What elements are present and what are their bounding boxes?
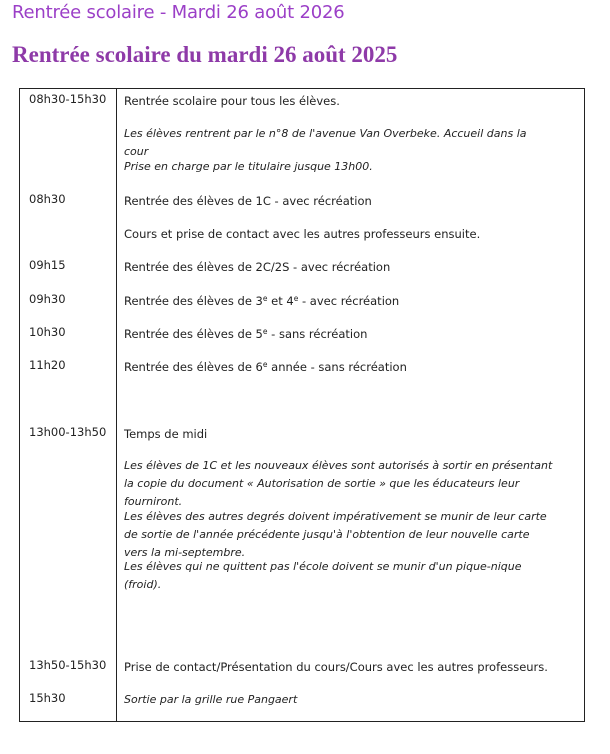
time-cell: 09h15 bbox=[29, 258, 66, 272]
time-cell: 08h30 bbox=[29, 192, 66, 206]
description-cell: Cours et prise de contact avec les autres professeurs ensuite. bbox=[124, 227, 481, 241]
time-cell: 15h30 bbox=[29, 691, 66, 705]
description-cell bbox=[124, 325, 554, 343]
description-cell bbox=[124, 292, 554, 310]
ordinal-suffix: e bbox=[293, 294, 299, 303]
schedule-table bbox=[19, 88, 585, 722]
description-note: Sortie par la grille rue Pangaert bbox=[124, 693, 298, 706]
page-header: Rentrée scolaire - Mardi 26 août 2026 bbox=[12, 2, 345, 23]
ordinal-suffix: e bbox=[262, 327, 268, 336]
description-note: Prise en charge par le titulaire jusque 13h00. bbox=[124, 160, 373, 173]
description-note: Les élèves de 1C et les nouveaux élèves sont autorisés à sortir en présentant la copie du document « Autorisation de sortie » que les éducateurs leur fourniront. bbox=[124, 459, 553, 508]
description-cell bbox=[124, 358, 554, 376]
page-title: Rentrée scolaire du mardi 26 août 2025 bbox=[12, 42, 398, 67]
description-text: - avec récréation bbox=[298, 294, 400, 308]
description-cell: Prise de contact/Présentation du cours/Cours avec les autres professeurs. bbox=[124, 660, 548, 674]
description-text: Rentrée des élèves de 5 bbox=[124, 327, 263, 341]
time-cell: 10h30 bbox=[29, 325, 66, 339]
ordinal-suffix: e bbox=[262, 360, 268, 369]
description-note: Les élèves des autres degrés doivent impérativement se munir de leur carte de sortie de l'année précédente jusqu'à l'obtention de leur nouvelle carte vers la mi-septembre. bbox=[124, 510, 547, 559]
description-note: Les élèves qui ne quittent pas l'école doivent se munir d'un pique-nique (froid). bbox=[124, 560, 522, 591]
time-cell: 11h20 bbox=[29, 358, 66, 372]
description-text: - sans récréation bbox=[267, 327, 368, 341]
description-cell: Rentrée des élèves de 2C/2S - avec récréation bbox=[124, 260, 391, 274]
description-text: Rentrée des élèves de 3 bbox=[124, 294, 263, 308]
description-text: et 4 bbox=[267, 294, 294, 308]
description-cell: Temps de midi bbox=[124, 427, 208, 441]
description-note: Les élèves rentrent par le n°8 de l'avenue Van Overbeke. Accueil dans la cour bbox=[124, 127, 527, 158]
time-cell: 09h30 bbox=[29, 292, 66, 306]
ordinal-suffix: e bbox=[262, 294, 268, 303]
time-cell: 13h00-13h50 bbox=[29, 425, 107, 439]
description-cell: Rentrée des élèves de 1C - avec récréation bbox=[124, 194, 372, 208]
description-text: Rentrée des élèves de 6 bbox=[124, 360, 263, 374]
time-cell: 08h30-15h30 bbox=[29, 92, 107, 106]
description-cell: Rentrée scolaire pour tous les élèves. bbox=[124, 94, 340, 108]
column-divider bbox=[116, 89, 117, 721]
time-cell: 13h50-15h30 bbox=[29, 658, 107, 672]
description-text: année - sans récréation bbox=[267, 360, 407, 374]
